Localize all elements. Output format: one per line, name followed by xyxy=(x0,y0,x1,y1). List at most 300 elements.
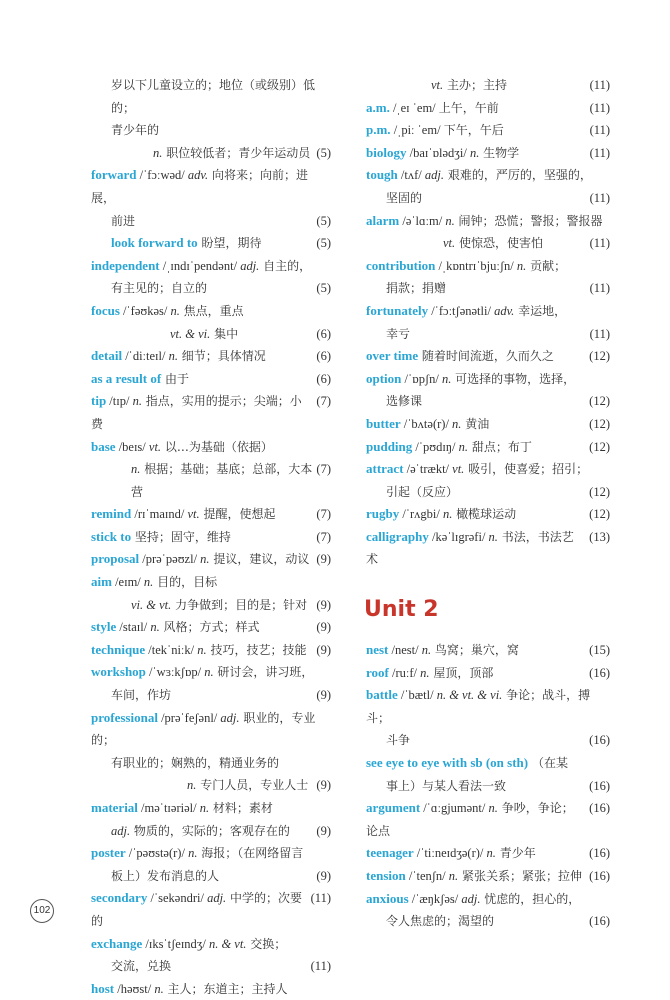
phonetic: /ˈsekəndri/ xyxy=(147,891,208,906)
headword: roof xyxy=(366,664,389,680)
part-of-speech: n. xyxy=(150,620,160,635)
page-reference: (13) xyxy=(589,529,610,544)
vocab-entry xyxy=(91,526,331,549)
definition: 青少年 xyxy=(495,846,536,861)
entry-text xyxy=(366,413,585,436)
vocab-entry-continuation xyxy=(366,232,610,255)
headword: butter xyxy=(366,415,401,431)
entry-text xyxy=(366,368,610,391)
definition: 随着时间流逝，久而久之 xyxy=(418,349,554,364)
vocab-entry xyxy=(91,368,331,391)
entry-text xyxy=(443,232,586,255)
definition: 前进 xyxy=(111,213,136,228)
page-reference: (12) xyxy=(589,484,610,499)
headword: contribution xyxy=(366,257,436,273)
definition: 根据；基础；基底；总部，大本营 xyxy=(131,462,313,499)
definition: 研讨会，讲习班， xyxy=(213,665,314,680)
definition: 闹钟；恐慌；警报；警报器 xyxy=(454,213,603,228)
definition: 板上）发布消息的人 xyxy=(111,868,220,883)
vocab-entry xyxy=(366,345,610,368)
headword: teenager xyxy=(366,845,414,861)
phonetic: /beɪs/ xyxy=(115,439,149,454)
part-of-speech: n. xyxy=(143,575,154,590)
entry-text xyxy=(366,119,586,142)
vocab-entry xyxy=(91,842,331,865)
entry-text xyxy=(431,74,586,97)
vocab-entry-continuation xyxy=(91,74,331,119)
vocab-entry xyxy=(366,752,610,775)
definition: 交流，兑换 xyxy=(111,959,172,974)
vocab-entry xyxy=(91,661,331,684)
definition: 主人；东道主；主持人 xyxy=(163,981,288,996)
phonetic: /ˌeɪ ˈem/ xyxy=(389,100,439,115)
definition: 贡献； xyxy=(526,258,567,273)
headword: biology xyxy=(366,144,407,160)
part-of-speech: n. xyxy=(448,869,459,883)
vocab-entry xyxy=(91,232,331,255)
definition: 捐款；捐赠 xyxy=(386,281,447,296)
vocab-entry-continuation xyxy=(91,323,331,346)
entry-text xyxy=(91,842,331,865)
part-of-speech: vt. xyxy=(431,78,444,92)
phonetic: /ˈtenʃn/ xyxy=(405,869,449,883)
vocab-entry xyxy=(366,526,610,571)
phonetic: /ˈfɔːtʃənətli/ xyxy=(428,303,495,318)
headword: workshop xyxy=(91,664,146,680)
page-reference: (9) xyxy=(316,552,331,567)
vocab-entry xyxy=(366,436,610,459)
phonetic: /ˈpəʊstə(r)/ xyxy=(125,846,189,861)
definition: 忧虑的，担心的， xyxy=(480,891,581,906)
phonetic: /staɪl/ xyxy=(116,620,151,635)
page-reference: (11) xyxy=(589,281,610,296)
phonetic: /eɪm/ xyxy=(111,575,144,590)
vocab-entry-continuation xyxy=(366,729,610,752)
vocab-entry-continuation xyxy=(91,752,331,775)
page-reference: (11) xyxy=(589,78,610,92)
page-reference: (12) xyxy=(589,439,610,454)
phonetic: /tekˈniːk/ xyxy=(145,642,198,657)
entry-text xyxy=(366,142,586,165)
vocab-entry-continuation xyxy=(366,323,610,346)
vocab-entry-continuation xyxy=(366,277,610,300)
vocab-entry-continuation xyxy=(91,119,331,142)
headword: detail xyxy=(91,348,123,364)
definition: 选修课 xyxy=(386,394,423,409)
definition: 力争做到；目的是；针对 xyxy=(171,597,308,612)
headword: technique xyxy=(91,641,146,657)
entry-text xyxy=(91,639,312,662)
entry-text xyxy=(366,345,585,368)
definition: 细节；具体情况 xyxy=(177,349,266,364)
vocab-entry xyxy=(91,797,331,820)
page-reference: (11) xyxy=(589,145,610,160)
definition: 书法，书法艺术 xyxy=(366,529,574,567)
headword: forward xyxy=(91,167,137,183)
part-of-speech: n. xyxy=(516,258,527,273)
entry-text xyxy=(366,97,586,120)
phonetic: /ˈfɔːwəd/ xyxy=(136,168,188,183)
vocab-entry xyxy=(366,662,610,685)
vocabulary-column-right xyxy=(366,74,610,571)
headword: independent xyxy=(91,257,160,273)
right-column xyxy=(366,74,610,933)
definition: 焦点，重点 xyxy=(179,303,244,318)
phonetic: /prəˈfeʃənl/ xyxy=(157,710,221,725)
phonetic: /ˈdiːteɪl/ xyxy=(122,349,169,364)
vocab-entry xyxy=(91,300,331,323)
phonetic: /tɪp/ xyxy=(106,394,133,409)
definition: 职业的，专业的； xyxy=(91,710,316,748)
definition: 吸引，使喜爱；招引； xyxy=(464,462,589,477)
entry-text xyxy=(386,187,586,210)
entry-text xyxy=(91,503,312,526)
vocab-entry-continuation xyxy=(91,277,331,300)
part-of-speech: n. xyxy=(197,642,207,657)
entry-text xyxy=(153,142,312,165)
page-reference: (12) xyxy=(589,394,610,409)
part-of-speech: adj. xyxy=(240,258,260,273)
entry-text xyxy=(366,526,585,571)
page-number: 102 xyxy=(30,899,54,923)
vocab-entry xyxy=(91,164,331,209)
vocab-entry xyxy=(366,865,610,888)
part-of-speech: n. xyxy=(488,801,498,816)
entry-text xyxy=(131,594,312,617)
entry-text xyxy=(91,164,331,209)
page-reference: (16) xyxy=(589,733,610,748)
part-of-speech: adv. xyxy=(494,303,515,318)
headword: argument xyxy=(366,800,421,816)
part-of-speech: n. xyxy=(445,213,455,228)
page-reference: (5) xyxy=(316,145,331,160)
part-of-speech: adj. xyxy=(220,710,240,725)
vocabulary-column-left xyxy=(91,74,331,1000)
vocab-entry xyxy=(366,255,610,278)
vocab-entry xyxy=(366,684,610,729)
vocab-entry xyxy=(91,503,331,526)
entry-text xyxy=(131,458,312,503)
headword: stick to xyxy=(91,528,132,544)
page-reference: (16) xyxy=(589,869,610,883)
entry-text xyxy=(91,255,331,278)
vocab-entry xyxy=(366,300,610,323)
page-reference: (6) xyxy=(316,371,331,386)
part-of-speech: n. xyxy=(170,303,180,318)
part-of-speech: vt. xyxy=(452,462,465,477)
phonetic: /ˈæŋkʃəs/ xyxy=(408,891,462,906)
part-of-speech: n. & vt. & vi. xyxy=(436,688,503,703)
page-reference: (6) xyxy=(316,349,331,364)
vocab-entry xyxy=(366,413,610,436)
definition: 职位较低者；青少年运动员 xyxy=(162,145,311,160)
entry-text xyxy=(386,323,586,346)
definition: 材料；素材 xyxy=(209,801,273,815)
vocab-entry-continuation xyxy=(91,684,331,707)
headword: base xyxy=(91,438,116,454)
definition: 黄油 xyxy=(461,416,490,431)
definition: 海报；（在网络留言 xyxy=(197,846,304,861)
entry-text xyxy=(366,210,610,233)
vocab-entry xyxy=(366,797,610,842)
headword: look forward to xyxy=(111,235,198,251)
definition: 引起（反应） xyxy=(386,484,459,499)
part-of-speech: adj. xyxy=(111,823,131,838)
entry-text xyxy=(111,820,312,843)
entry-text xyxy=(91,300,331,323)
entry-text xyxy=(91,526,312,549)
vocab-entry xyxy=(366,639,610,662)
part-of-speech: vt. & vi. xyxy=(170,326,211,341)
vocab-entry-continuation xyxy=(91,142,331,165)
page-reference: (16) xyxy=(589,846,610,861)
entry-text xyxy=(91,707,331,752)
definition: 斗争 xyxy=(386,733,411,748)
entry-text xyxy=(111,277,312,300)
part-of-speech: n. xyxy=(420,665,430,680)
entry-text xyxy=(111,865,312,888)
vocab-entry xyxy=(366,164,610,187)
part-of-speech: adj. xyxy=(207,891,227,906)
entry-text xyxy=(366,255,610,278)
part-of-speech: n. xyxy=(132,394,142,409)
definition: 目的，目标 xyxy=(153,575,218,590)
headword: tension xyxy=(366,868,406,883)
part-of-speech: adj. xyxy=(424,168,444,183)
entry-text xyxy=(111,955,307,978)
headword: tough xyxy=(366,167,398,183)
phonetic: /ˈwɜːkʃɒp/ xyxy=(145,665,205,680)
phonetic: /rɪˈmaɪnd/ xyxy=(131,507,188,522)
entry-text xyxy=(366,436,585,459)
part-of-speech: n. xyxy=(200,552,210,567)
definition: 专门人员，专业人士 xyxy=(196,778,309,793)
part-of-speech: vi. & vt. xyxy=(131,597,172,612)
vocab-entry-continuation xyxy=(366,910,610,933)
vocab-entry-continuation xyxy=(91,955,331,978)
headword: exchange xyxy=(91,935,143,951)
vocab-entry xyxy=(366,97,610,120)
headword: fortunately xyxy=(366,302,429,318)
definition: 盼望，期待 xyxy=(197,236,262,251)
vocab-entry xyxy=(366,368,610,391)
page-reference: (9) xyxy=(316,620,331,635)
vocab-entry-continuation xyxy=(91,210,331,233)
entry-text xyxy=(386,481,585,504)
phonetic: /ˈpʊdɪŋ/ xyxy=(412,439,459,454)
headword: nest xyxy=(366,642,389,658)
definition: 令人焦虑的；渴望的 xyxy=(386,914,495,929)
definition: 技巧，技艺；技能 xyxy=(206,642,307,657)
vocab-entry xyxy=(91,887,331,932)
definition: 事上）与某人看法一致 xyxy=(386,778,507,793)
phonetic: /ˈrʌgbi/ xyxy=(399,507,443,522)
definition: 有职业的；娴熟的，精通业务的 xyxy=(111,755,280,770)
part-of-speech: n. xyxy=(131,462,141,477)
page-reference: (9) xyxy=(316,642,331,657)
vocab-entry xyxy=(366,503,610,526)
page-reference: (12) xyxy=(589,507,610,522)
entry-text xyxy=(91,571,331,594)
page-reference: (5) xyxy=(316,281,331,296)
vocab-entry xyxy=(366,888,610,911)
phonetic: /əˈlɑːm/ xyxy=(399,213,446,228)
page-reference: (7) xyxy=(316,507,331,522)
part-of-speech: n. xyxy=(488,529,498,544)
entry-text xyxy=(91,797,331,820)
phonetic: /tʌf/ xyxy=(397,168,425,183)
headword: anxious xyxy=(366,890,409,906)
headword: proposal xyxy=(91,551,140,567)
headword: focus xyxy=(91,302,120,318)
definition: 自主的， xyxy=(259,258,312,273)
phonetic: /həʊst/ xyxy=(114,981,155,996)
entry-text xyxy=(386,277,586,300)
page-reference: (7) xyxy=(316,462,331,477)
definition: 使惊恐，使害怕 xyxy=(455,236,543,251)
page-reference: (16) xyxy=(589,801,610,816)
definition: 物质的，实际的；客观存在的 xyxy=(130,823,290,838)
phonetic: /ˈtiːneɪdʒə(r)/ xyxy=(413,846,487,861)
vocab-entry xyxy=(91,255,331,278)
entry-text xyxy=(366,662,585,685)
phonetic: /ˈbʌtə(r)/ xyxy=(400,416,453,431)
phonetic: /ˈfəʊkəs/ xyxy=(119,303,171,318)
definition: 向将来；向前；进展， xyxy=(91,168,308,205)
vocab-entry xyxy=(366,210,610,233)
headword: poster xyxy=(91,845,126,861)
page-reference: (15) xyxy=(589,643,610,658)
definition: 主办；主持 xyxy=(443,78,507,92)
entry-text xyxy=(366,503,585,526)
part-of-speech: n. xyxy=(442,507,453,522)
definition: 中学的；次要的 xyxy=(91,891,302,928)
part-of-speech: adj. xyxy=(461,891,481,906)
definition: 幸亏 xyxy=(386,326,411,341)
page-reference: (11) xyxy=(310,891,331,906)
page-reference: (12) xyxy=(589,349,610,364)
entry-text xyxy=(366,842,585,865)
entry-text xyxy=(366,639,585,662)
vocab-entry xyxy=(91,390,331,435)
entry-text xyxy=(366,888,610,911)
headword: professional xyxy=(91,709,158,725)
vocab-entry-continuation xyxy=(91,774,331,797)
page-reference: (5) xyxy=(316,236,331,251)
headword: alarm xyxy=(366,212,400,228)
headword: rugby xyxy=(366,506,400,522)
part-of-speech: n. xyxy=(458,439,469,454)
definition: 下午，午后 xyxy=(443,123,504,138)
phonetic: /ruːf/ xyxy=(388,665,421,680)
vocab-entry-continuation xyxy=(366,775,610,798)
headword: material xyxy=(91,800,138,815)
entry-text xyxy=(386,729,585,752)
headword: attract xyxy=(366,461,404,477)
phonetic: /nest/ xyxy=(388,643,422,658)
definition: 提议，建议，动议 xyxy=(209,552,310,567)
phonetic: /ˈbætl/ xyxy=(397,688,437,703)
vocabulary-column-unit2 xyxy=(366,639,610,933)
entry-text xyxy=(91,661,331,684)
part-of-speech: n. xyxy=(452,416,462,431)
entry-text xyxy=(366,164,610,187)
vocab-entry xyxy=(91,436,331,459)
phonetic: /baɪˈɒlədʒi/ xyxy=(406,145,470,160)
part-of-speech: n. xyxy=(153,145,163,160)
entry-text xyxy=(386,910,585,933)
headword: a.m. xyxy=(366,99,390,115)
definition: 提醒，使想起 xyxy=(199,507,276,522)
part-of-speech: n. xyxy=(441,371,452,386)
definition: 上午，午前 xyxy=(438,100,499,115)
vocab-entry xyxy=(91,345,331,368)
entry-text xyxy=(111,232,312,255)
headword: host xyxy=(91,980,115,996)
phonetic: /ɪksˈtʃeɪndʒ/ xyxy=(142,936,209,951)
headword: aim xyxy=(91,574,112,590)
page-reference: (7) xyxy=(316,394,331,409)
entry-text xyxy=(91,548,312,571)
definition: 生物学 xyxy=(479,145,520,160)
entry-text xyxy=(366,752,610,775)
headword: option xyxy=(366,370,402,386)
vocab-entry xyxy=(366,842,610,865)
entry-text xyxy=(366,684,610,729)
headword: calligraphy xyxy=(366,528,429,544)
definition: 交换； xyxy=(246,936,287,951)
vocab-entry xyxy=(91,548,331,571)
page-reference: (6) xyxy=(316,326,331,341)
vocab-entry xyxy=(91,933,331,956)
part-of-speech: vt. xyxy=(148,439,162,454)
headword: over time xyxy=(366,348,419,364)
page-reference: (16) xyxy=(589,778,610,793)
vocab-entry-continuation xyxy=(366,187,610,210)
phonetic: /ˈɑːgjumənt/ xyxy=(420,801,489,816)
vocab-entry-continuation xyxy=(91,458,331,503)
phonetic: /prəˈpəʊzl/ xyxy=(139,552,201,567)
entry-text xyxy=(111,119,331,142)
entry-text xyxy=(91,345,312,368)
definition: 集中 xyxy=(210,326,239,341)
definition: 可选择的事物，选择， xyxy=(451,371,576,386)
part-of-speech: n. xyxy=(187,778,197,793)
entry-text xyxy=(366,458,610,481)
entry-text xyxy=(386,390,585,413)
vocab-entry xyxy=(91,707,331,752)
page-reference: (11) xyxy=(589,190,610,205)
headword: p.m. xyxy=(366,122,391,138)
entry-text xyxy=(187,774,312,797)
part-of-speech: adv. xyxy=(187,168,209,183)
entry-text xyxy=(111,210,312,233)
unit-heading: Unit 2 xyxy=(364,597,439,623)
page-reference: (11) xyxy=(310,959,331,974)
definition: 甜点；布丁 xyxy=(468,439,532,454)
entry-text xyxy=(91,616,312,639)
headword: pudding xyxy=(366,438,413,454)
part-of-speech: vt. xyxy=(443,236,456,251)
page-reference: (11) xyxy=(589,100,610,115)
vocab-entry-continuation xyxy=(366,74,610,97)
definition: 指点，实用的提示；尖端；小费 xyxy=(91,394,302,431)
page-reference: (9) xyxy=(316,597,331,612)
definition: 以…为基础（依据） xyxy=(161,439,273,454)
vocab-entry-continuation xyxy=(91,820,331,843)
vocab-entry xyxy=(366,142,610,165)
part-of-speech: n. xyxy=(469,145,480,160)
